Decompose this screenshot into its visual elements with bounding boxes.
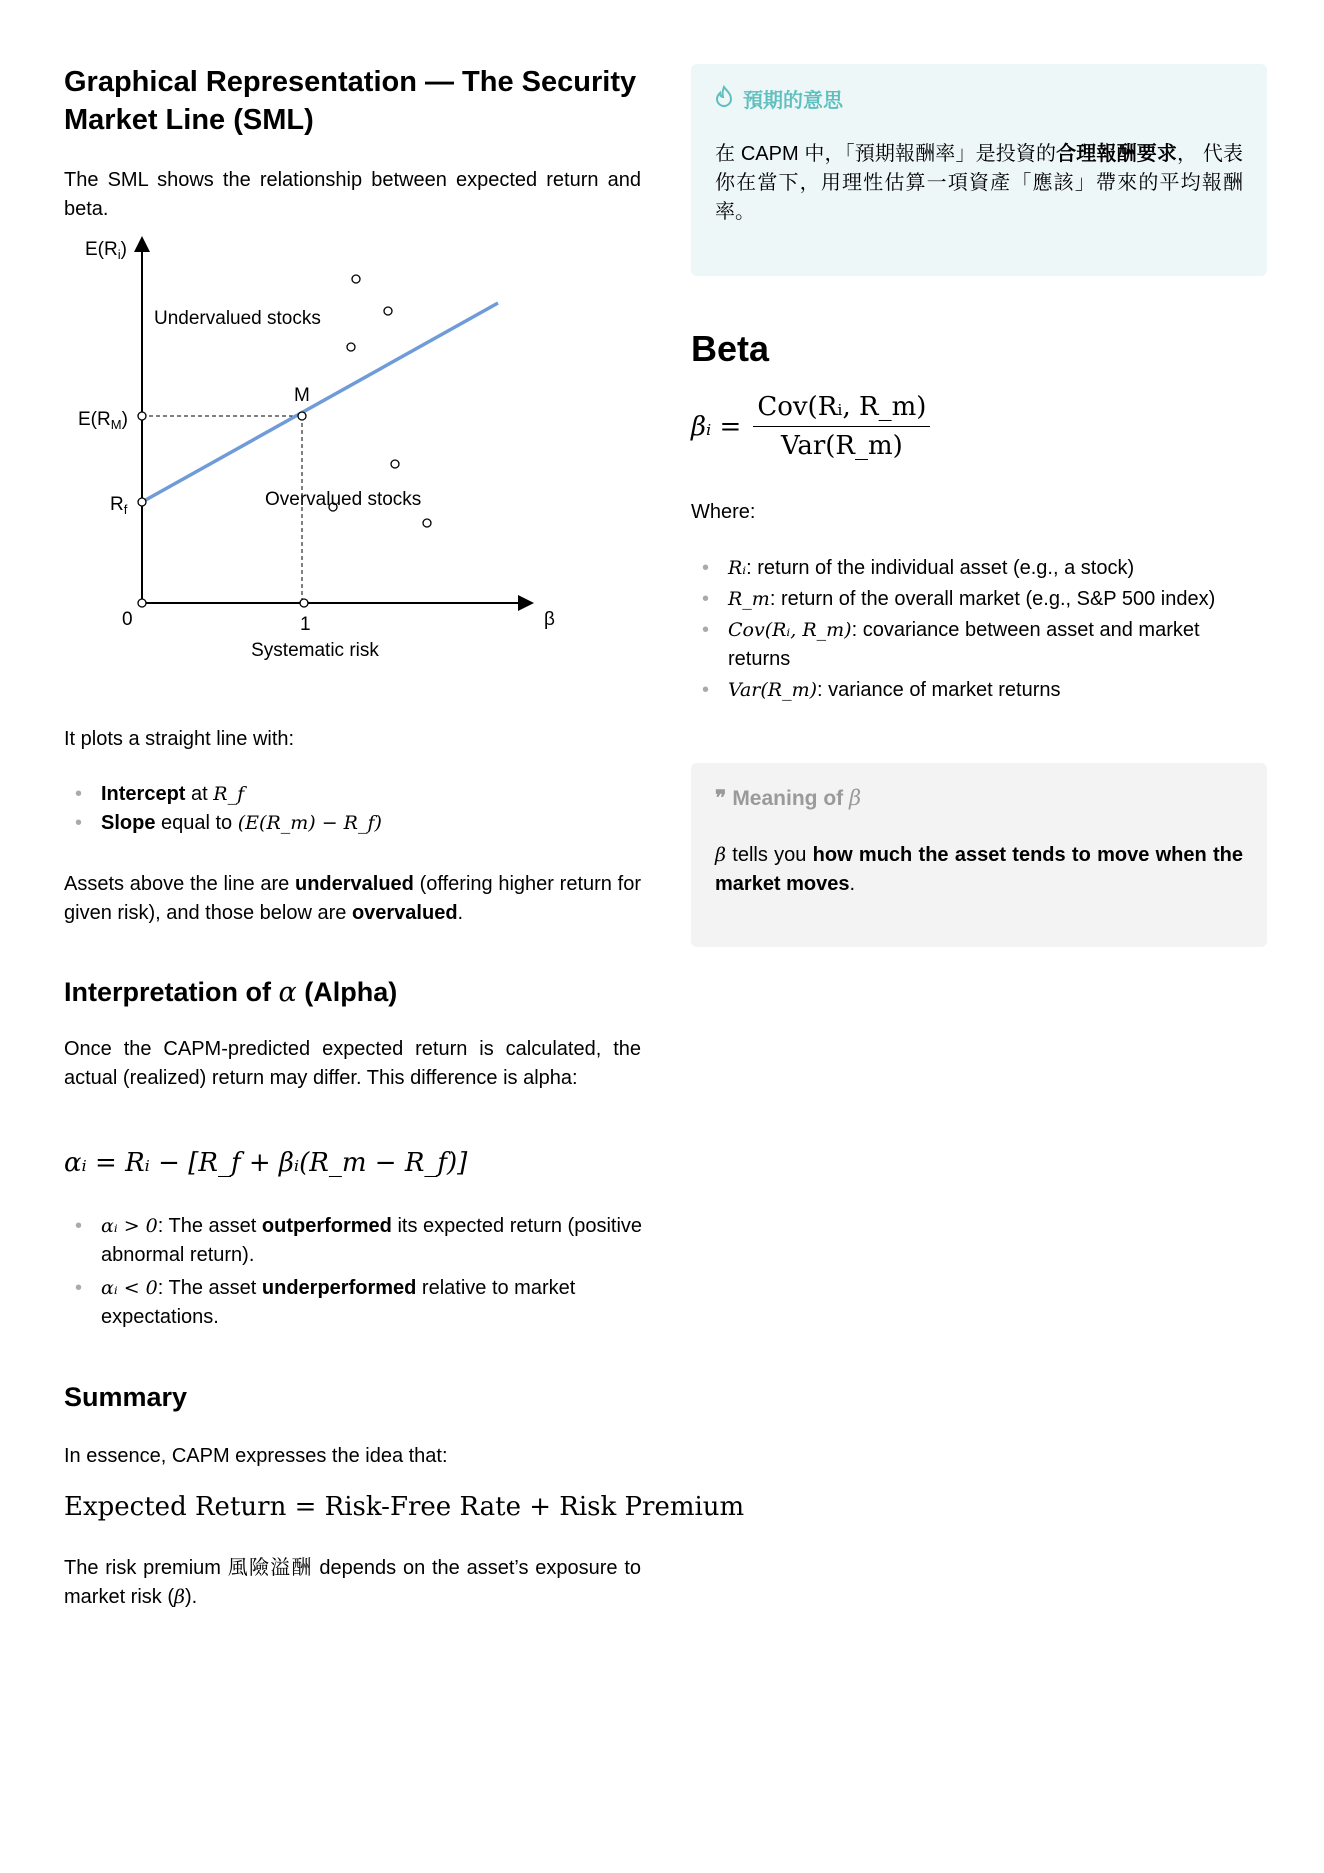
- alpha-paragraph: Once the CAPM-predicted expected return is calculated, the actual (realized) return may differ. This difference is alpha:: [64, 1038, 641, 1089]
- rf-label: $R_f$: [110, 494, 128, 517]
- summary-formula: Expected Return = Risk-Free Rate + Risk Premium: [64, 1492, 745, 1522]
- risk-premium-paragraph: The risk premium 風險溢酬 depends on the asset’s exposure to market risk (β).: [64, 1557, 641, 1608]
- beta-one-point: [300, 599, 308, 607]
- overvalued-label: Overvalued stocks: [265, 489, 422, 510]
- list-item: • Rᵢ: return of the individual asset (e.g., a stock): [691, 554, 1267, 583]
- zero-label: 0: [122, 609, 133, 630]
- stock-point: [391, 460, 399, 468]
- erm-point: [138, 412, 146, 420]
- summary-heading: Summary: [64, 1382, 188, 1412]
- stock-point: [352, 275, 360, 283]
- beta-axis-label: β: [544, 609, 555, 630]
- list-item: • Intercept at R_f: [64, 780, 644, 809]
- sml-diagram: [60, 220, 580, 680]
- flame-icon: [715, 85, 735, 113]
- stock-point: [423, 519, 431, 527]
- callout-body: β tells you how much the asset tends to move when the market moves.: [715, 844, 1243, 895]
- list-item: • αᵢ > 0: The asset outperformed its expected return (positive abnormal return).: [64, 1212, 644, 1270]
- list-item: • Var(R_m): variance of market returns: [691, 676, 1267, 705]
- x-axis-label: Systematic risk: [251, 640, 379, 661]
- sml-bullets: [64, 780, 644, 838]
- beta-formula: βᵢ = Cov(Rᵢ, R_m) Var(R_m): [691, 392, 930, 461]
- beta-meaning-callout: [691, 763, 1267, 947]
- list-item: • Cov(Rᵢ, R_m): covariance between asset and market returns: [691, 616, 1267, 674]
- y-axis-label: $E(R_i)$: [85, 239, 127, 262]
- intro-paragraph: The SML shows the relationship between expected return and beta.: [64, 169, 641, 220]
- list-item: • Slope equal to (E(R_m) − R_f): [64, 809, 644, 838]
- where-label: Where:: [691, 501, 756, 523]
- alpha-bullets: [64, 1212, 644, 1332]
- section-title: Graphical Representation — The Security Market Line (SML): [64, 66, 637, 136]
- assets-paragraph: Assets above the line are undervalued (offering higher return for given risk), and those below are overvalued.: [64, 873, 641, 924]
- beta-definitions: [691, 554, 1267, 705]
- beta-heading: Beta: [691, 328, 770, 369]
- quote-icon: ❞: [715, 785, 727, 810]
- list-item: • αᵢ < 0: The asset underperformed relative to market expectations.: [64, 1274, 644, 1332]
- market-point: [298, 412, 306, 420]
- stock-point: [384, 307, 392, 315]
- market-label: M: [294, 385, 310, 406]
- erm-label: $E(R_M)$: [78, 409, 128, 432]
- expected-meaning-callout: [691, 64, 1267, 276]
- undervalued-label: Undervalued stocks: [154, 308, 321, 329]
- rf-point: [138, 498, 146, 506]
- alpha-formula: αᵢ = Rᵢ − [R_f + βᵢ(R_m − R_f)]: [64, 1148, 468, 1178]
- list-item: • R_m: return of the overall market (e.g., S&P 500 index): [691, 585, 1267, 614]
- callout-title: 預期的意思: [715, 84, 843, 113]
- sml-line: [142, 303, 498, 502]
- alpha-heading: Interpretation of α (Alpha): [64, 977, 398, 1008]
- stock-point: [347, 343, 355, 351]
- callout-body: 在 CAPM 中，「預期報酬率」是投資的合理報酬要求， 代表你在當下，用理性估算一項資產「應該」帶來的平均報酬率。: [715, 143, 1243, 223]
- origin-point: [138, 599, 146, 607]
- summary-paragraph: In essence, CAPM expresses the idea that:: [64, 1445, 448, 1467]
- callout-title: ❞ Meaning of β: [715, 785, 862, 810]
- plots-intro: It plots a straight line with:: [64, 728, 295, 750]
- one-label: 1: [300, 614, 311, 635]
